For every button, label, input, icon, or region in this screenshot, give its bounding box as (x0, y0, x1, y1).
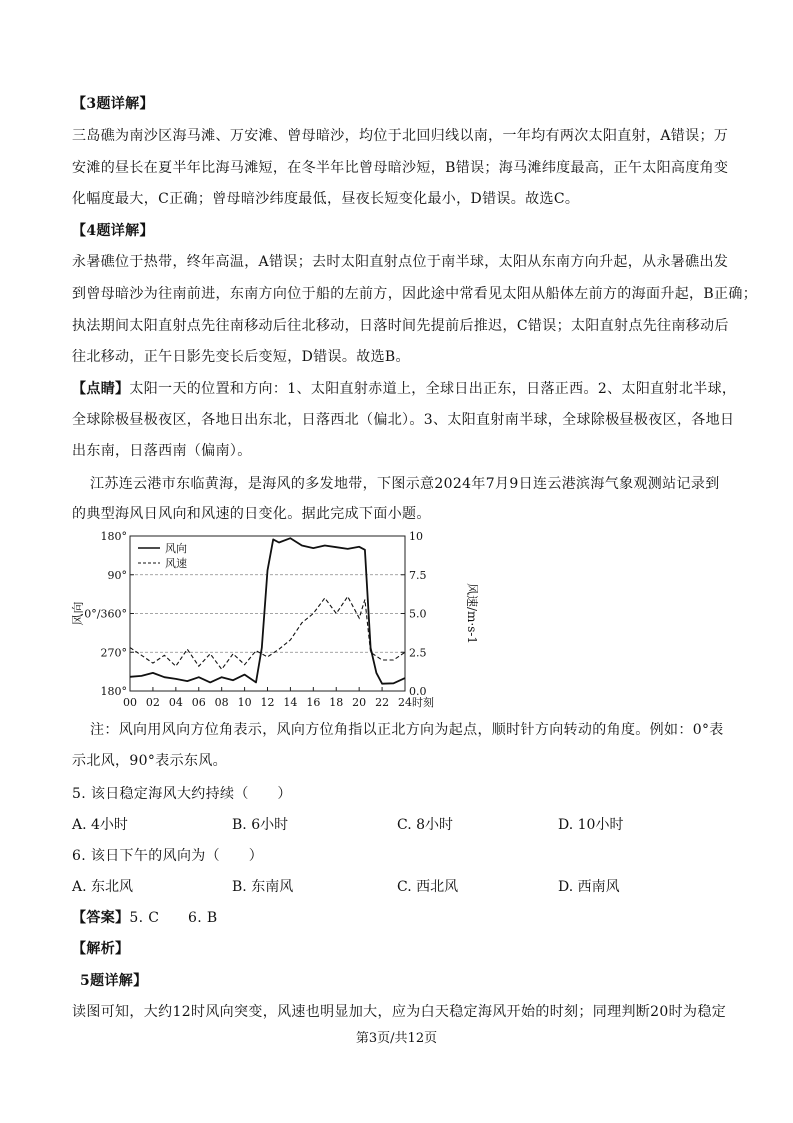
q3-heading: 【3题详解】 (72, 96, 154, 112)
q3-line: 三岛礁为南沙区海马滩、万安滩、曾母暗沙，均位于北回归线以南，一年均有两次太阳直射，A错误；万 (72, 128, 729, 144)
answer-line (72, 910, 732, 926)
y-left-tick-label: 180° (100, 685, 127, 698)
y-right-axis-label: 风速/m·s-1 (465, 582, 479, 645)
analysis-label: 【解析】 (72, 941, 130, 957)
x-tick-label: 22 (375, 696, 390, 709)
x-tick-label: 14 (283, 696, 298, 709)
q5-line: 读图可知，大约12时风向突变，风速也明显加大，应为白天稳定海风开始的时刻；同理判断20时为稳定 (72, 1004, 727, 1020)
y-right-tick-label: 5.0 (409, 607, 427, 621)
y-right-tick-label: 7.5 (409, 568, 427, 582)
q3-line: 化幅度最大，C正确；曾母暗沙纬度最低，昼夜长短变化最小，D错误。故选C。 (72, 191, 580, 207)
tip-line: 出东南，日落西南（偏南）。 (72, 443, 252, 459)
legend-label-wind-speed: 风速 (165, 557, 187, 570)
x-tick-label: 12 (260, 696, 275, 709)
x-tick-label: 08 (214, 696, 229, 709)
series-line-wind-speed (130, 597, 405, 670)
legend-label-wind-direction: 风向 (165, 542, 187, 555)
tip-line: 全球除极昼极夜区，各地日出东北，日落西北（偏北）。3、太阳直射南半球，全球除极昼极夜区，各地日 (72, 412, 735, 428)
question-6-option-c[interactable]: C. 西北风 (397, 879, 459, 895)
q5-heading: 5题详解】 (80, 973, 148, 989)
question-6-option-d[interactable]: D. 西南风 (558, 879, 620, 895)
question-5-option-d[interactable]: D. 10小时 (558, 817, 624, 833)
answer-text: 5. C 6. B (129, 910, 218, 926)
y-right-tick-label: 2.5 (409, 646, 427, 660)
wind-chart (70, 528, 490, 718)
y-left-tick-label: 270° (100, 646, 127, 660)
x-tick-label: 10 (237, 696, 252, 709)
tip-label: 【点睛】 (72, 381, 130, 397)
q4-line: 到曾母暗沙为往南前进，东南方向位于船的左前方，因此途中常看见太阳从船体左前方的海面升起，B正确； (72, 286, 758, 302)
y-left-tick-label: 0°/360° (84, 607, 127, 621)
question-5-stem: 5. 该日稳定海风大约持续（ ） (72, 786, 292, 802)
x-tick-label: 18 (329, 696, 344, 709)
question-5-option-b[interactable]: B. 6小时 (232, 817, 289, 833)
x-tick-label: 20 (352, 696, 367, 709)
answer-label: 【答案】 (72, 910, 130, 926)
note-line: 注：风向用风向方位角表示，风向方位角指以正北方向为起点，顺时针方向转动的角度。例如：0°表 (90, 722, 724, 738)
y-left-tick-label: 90° (107, 568, 127, 582)
y-left-tick-label: 180° (100, 530, 127, 543)
question-5-option-a[interactable]: A. 4小时 (72, 817, 128, 833)
x-tick-label: 02 (145, 696, 160, 709)
tip-line (72, 381, 737, 397)
page-footer: 第3页/共12页 (355, 1031, 438, 1046)
intro-line: 江苏连云港市东临黄海，是海风的多发地带，下图示意2024年7月9日连云港滨海气象观测站记录到 (90, 476, 720, 492)
x-tick-label: 04 (168, 696, 183, 709)
x-axis-label: 时刻 (412, 696, 434, 709)
q3-line: 安滩的昼长在夏半年比海马滩短，在冬半年比曾母暗沙短，B错误；海马滩纬度最高，正午太阳高度角变 (72, 160, 729, 176)
q4-line: 往北移动，正午日影先变长后变短，D错误。故选B。 (72, 349, 410, 365)
q4-heading: 【4题详解】 (72, 223, 154, 239)
y-right-tick-label: 10 (409, 530, 423, 543)
question-5-option-c[interactable]: C. 8小时 (397, 817, 454, 833)
x-tick-label: 24 (398, 696, 412, 709)
x-tick-label: 00 (123, 696, 137, 709)
question-6-option-a[interactable]: A. 东北风 (72, 879, 134, 895)
q4-line: 永暑礁位于热带，终年高温，A错误；去时太阳直射点位于南半球，太阳从东南方向升起，从永暑礁出发 (72, 254, 729, 270)
y-left-axis-label: 风向 (71, 601, 85, 626)
q4-line: 执法期间太阳直射点先往南移动后往北移动，日落时间先提前后推迟，C错误；太阳直射点先往南移动后 (72, 318, 729, 334)
y-right-tick-label: 0.0 (409, 685, 427, 698)
tip-text: 太阳一天的位置和方向：1、太阳直射赤道上，全球日出正东，日落正西。2、太阳直射北半球， (129, 381, 737, 397)
intro-line: 的典型海风日风向和风速的日变化。据此完成下面小题。 (72, 506, 431, 522)
note-line: 示北风，90°表示东风。 (72, 753, 228, 769)
question-6-stem: 6. 该日下午的风向为（ ） (72, 848, 264, 864)
x-tick-label: 16 (306, 696, 321, 709)
x-tick-label: 06 (191, 696, 206, 709)
question-6-option-b[interactable]: B. 东南风 (232, 879, 294, 895)
